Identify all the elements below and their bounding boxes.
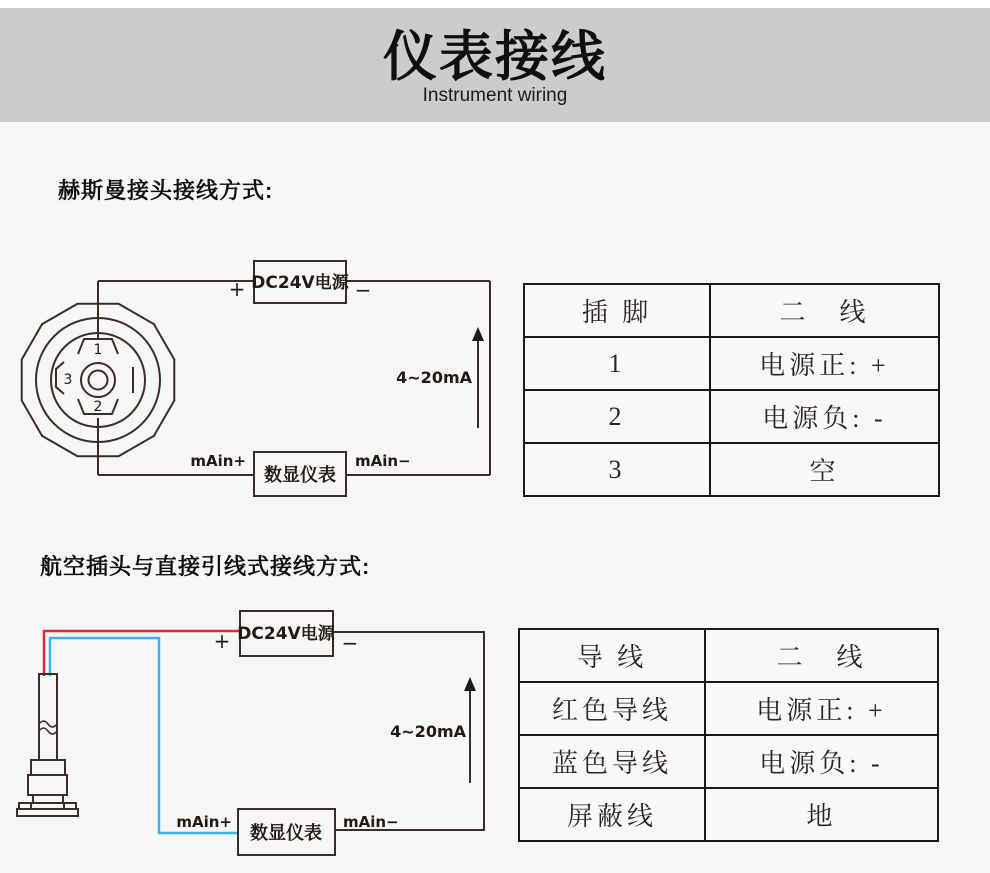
pin2-number: 2 xyxy=(93,399,103,415)
main-plus-label: mAin+ xyxy=(190,452,246,470)
main-minus-label: mAin− xyxy=(355,452,411,470)
main-minus-label: mAin− xyxy=(343,813,399,831)
lead-wire-diagram xyxy=(0,600,520,873)
table-row xyxy=(519,629,938,682)
probe-hex-upper xyxy=(31,760,65,775)
table2-header-twowire: 二 线 xyxy=(705,629,938,682)
pin3-number: 3 xyxy=(63,372,73,388)
plus-sign: + xyxy=(213,629,231,653)
probe-base-flange xyxy=(17,809,78,816)
minus-sign: − xyxy=(354,278,372,302)
current-label: 4~20mA xyxy=(396,368,472,387)
table1-header-pin: 插 脚 xyxy=(524,284,710,337)
table2-cell: 电源负: - xyxy=(705,735,938,788)
table1-cell: 2 xyxy=(524,390,710,443)
probe-break-squiggle xyxy=(39,721,57,734)
section2-heading: 航空插头与直接引线式接线方式: xyxy=(40,554,371,579)
blue-lead-wire xyxy=(50,638,238,833)
main-plus-label: mAin+ xyxy=(176,813,232,831)
lead-wire-table xyxy=(518,628,939,842)
power-supply-label: DC24V电源 xyxy=(237,624,335,644)
table-row xyxy=(519,788,938,841)
meter-label: 数显仪表 xyxy=(250,823,322,844)
top-white-strip xyxy=(0,0,990,8)
section1-heading: 赫斯曼接头接线方式: xyxy=(58,178,274,203)
table1-cell: 1 xyxy=(524,337,710,390)
current-arrow-head xyxy=(464,677,476,691)
hirschmann-wiring-diagram xyxy=(0,250,520,512)
table2-cell: 红色导线 xyxy=(519,682,705,735)
minus-sign: − xyxy=(341,631,359,655)
table1-cell: 空 xyxy=(710,443,939,496)
table-row xyxy=(519,682,938,735)
current-arrow-head xyxy=(472,327,484,341)
probe-hex-lower xyxy=(28,775,67,795)
table-row xyxy=(524,284,939,337)
table2-cell: 蓝色导线 xyxy=(519,735,705,788)
table2-cell: 屏蔽线 xyxy=(519,788,705,841)
page-title: 仪表接线 xyxy=(383,26,607,87)
header-band xyxy=(0,8,990,122)
power-supply-label: DC24V电源 xyxy=(251,273,349,293)
plus-sign: + xyxy=(228,277,246,301)
probe-neck xyxy=(33,795,63,803)
table1-cell: 电源正: + xyxy=(710,337,939,390)
table-row xyxy=(524,390,939,443)
table-row xyxy=(524,337,939,390)
probe-cable xyxy=(39,674,57,760)
table2-header-wire: 导 线 xyxy=(519,629,705,682)
connector-center-hole xyxy=(89,371,108,390)
page-subtitle: Instrument wiring xyxy=(422,85,568,107)
table-row xyxy=(524,443,939,496)
current-label: 4~20mA xyxy=(390,722,466,741)
sensor-probe xyxy=(17,674,78,816)
pin1-number: 1 xyxy=(93,342,103,358)
meter-label: 数显仪表 xyxy=(264,465,336,486)
pin-assignment-table xyxy=(523,283,940,497)
connector-center-ring xyxy=(81,363,115,397)
table2-cell: 地 xyxy=(705,788,938,841)
table2-cell: 电源正: + xyxy=(705,682,938,735)
table1-cell: 电源负: - xyxy=(710,390,939,443)
table-row xyxy=(519,735,938,788)
table1-header-twowire: 二 线 xyxy=(710,284,939,337)
table1-cell: 3 xyxy=(524,443,710,496)
